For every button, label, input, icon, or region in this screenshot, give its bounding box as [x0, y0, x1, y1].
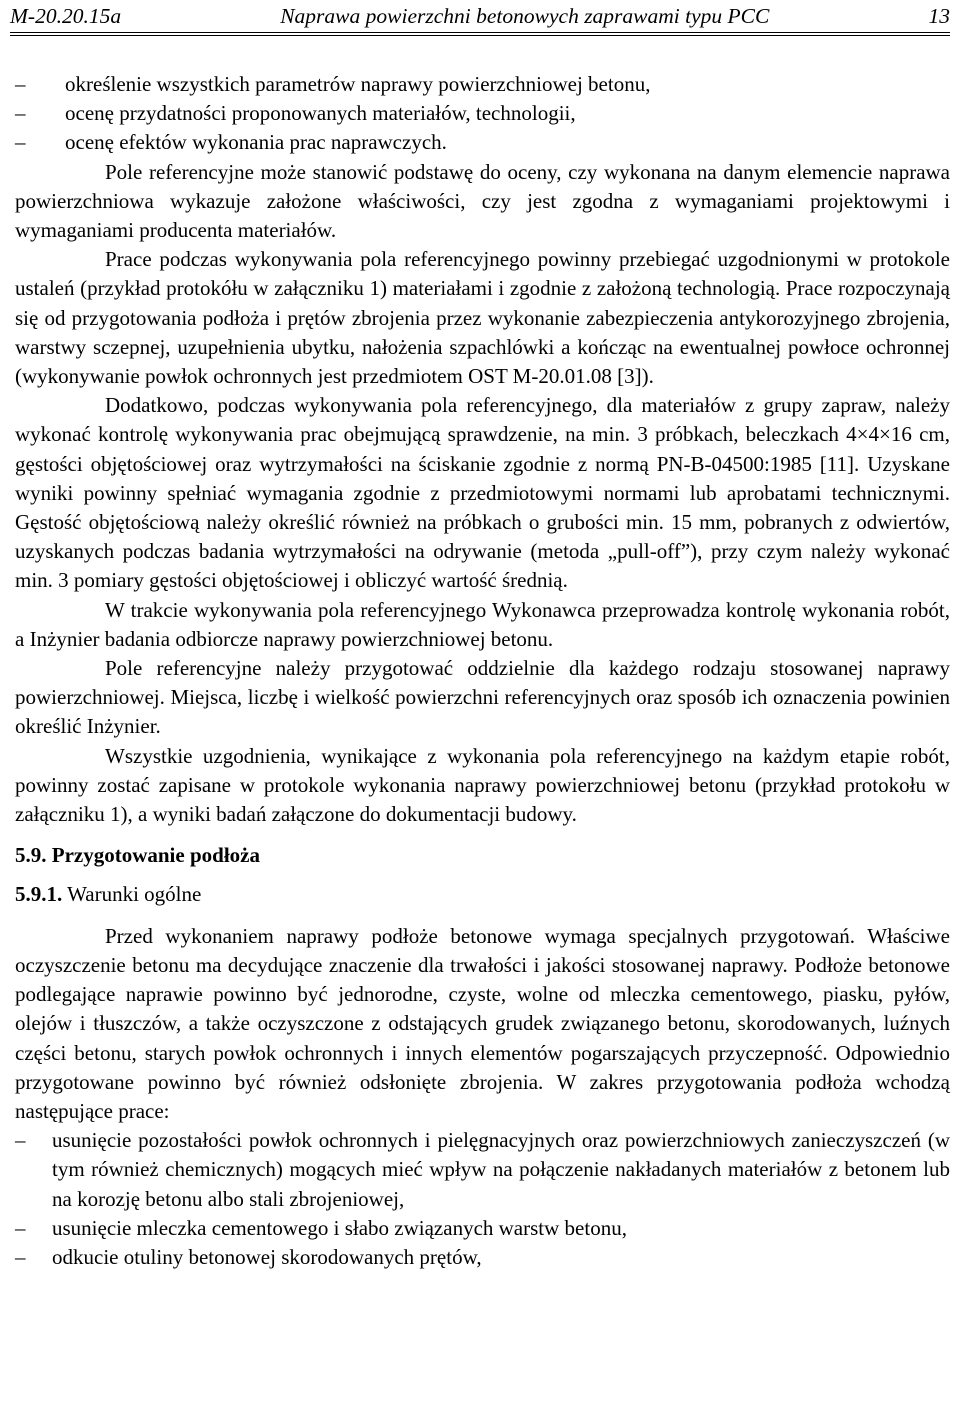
section-number: 5.9.	[15, 843, 47, 868]
list-item	[15, 1126, 950, 1214]
dash-bullet: –	[15, 1215, 26, 1240]
paragraph: Pole referencyjne należy przygotować oddzielnie dla każdego rodzaju stosowanej naprawy powierzchniowej. Miejsca, liczbę i wielkość powierzchni referencyjnych oraz sposób ich oznaczenia powinien określić Inżynier.	[15, 656, 950, 739]
list-item-text: ocenę przydatności proponowanych materiałów, technologii,	[65, 101, 576, 126]
paragraph: Przed wykonaniem naprawy podłoże betonowe wymaga specjalnych przygotowań. Właściwe oczyszczenie betonu ma decydujące znaczenie dla trwałości i jakości stosowanej naprawy. Podłoże betonowe podlegające naprawie powinno być jednorodne, czyste, wolne od mleczka cementowego, piasku, pyłów, olejów i tłuszczów, a także oczyszczone z odstających grudek związanego betonu, skorodowanych, luźnych części betonu, starych powłok ochronnych i innych elementów pogarszających przyczepność. Odpowiednio przygotowane powinno być również odsłonięte zbrojenia. W zakres przygotowania podłoża wchodzą następujące prace:	[15, 923, 950, 1123]
list-item	[15, 1243, 950, 1272]
header-divider	[10, 35, 950, 36]
list-item	[15, 128, 950, 157]
list-item	[15, 1214, 950, 1243]
list-item-text: ocenę efektów wykonania prac naprawczych.	[65, 130, 447, 155]
document-code: M-20.20.15a	[10, 3, 122, 28]
paragraph: Dodatkowo, podczas wykonywania pola referencyjnego, dla materiałów z grupy zapraw, należy wykonać kontrolę wykonywania prac obejmującą sprawdzenie, na min. 3 próbkach, beleczkach 4×4×16 cm, gęstości objętościowej oraz wytrzymałości na ściskanie zgodnie z normą PN-B-04500:1985 [11]. Uzyskane wyniki powinny spełniać wymagania zgodnie z przedmiotowymi normami lub aprobatami technicznymi. Gęstość objętościową należy określić również na próbkach o grubości min. 15 mm, pobranych z odwiertów, uzyskanych podczas badania wytrzymałości na odrywanie (metoda „pull-off”), przy czym należy wykonać min. 3 pomiary gęstości objętościowej i obliczyć wartość średnią.	[15, 393, 950, 593]
list-item-text: usunięcie mleczka cementowego i słabo związanych warstw betonu,	[52, 1215, 627, 1240]
document-title: Naprawa powierzchni betonowych zaprawami typu PCC	[280, 3, 770, 28]
page-number: 13	[928, 3, 950, 28]
list-item	[15, 99, 950, 128]
page-header	[10, 0, 950, 33]
paragraph: Prace podczas wykonywania pola referencyjnego powinny przebiegać uzgodnionymi w protokole ustaleń (przykład protokółu w załączniku 1) materiałami i zgodnie z założoną technologią. Prace rozpoczynają się od przygotowania podłoża i prętów zbrojenia przez wykonanie zabezpieczenia antykorozyjnego zbrojenia, warstwy sczepnej, uzupełnienia ubytku, nałożenia szpachlówki a kończąc na ewentualnej powłoce ochronnej (wykonywanie powłok ochronnych jest przedmiotem OST M-20.01.08 [3]).	[15, 247, 950, 389]
document-body	[15, 70, 950, 1272]
subsection-heading	[15, 880, 950, 909]
subsection-number: 5.9.1.	[15, 882, 63, 907]
section-heading	[15, 841, 950, 870]
list-item-text: określenie wszystkich parametrów naprawy powierzchniowej betonu,	[65, 72, 651, 96]
dash-bullet: –	[15, 1244, 26, 1269]
dash-bullet: –	[15, 1128, 26, 1153]
list-item	[15, 70, 950, 99]
paragraph: W trakcie wykonywania pola referencyjnego Wykonawca przeprowadza kontrolę wykonania robót, a Inżynier badania odbiorcze naprawy powierzchniowej betonu.	[15, 597, 950, 651]
list-item-text: odkucie otuliny betonowej skorodowanych prętów,	[52, 1244, 482, 1269]
paragraph: Wszystkie uzgodnienia, wynikające z wykonania pola referencyjnego na każdym etapie robót, powinny zostać zapisane w protokole wykonania naprawy powierzchniowej betonu (przykład protokołu w załączniku 1), a wyniki badań załączone do dokumentacji budowy.	[15, 743, 950, 827]
list-item-text: usunięcie pozostałości powłok ochronnych i pielęgnacyjnych oraz powierzchniowych zanieczyszczeń (w tym również chemicznych) mogących mieć wpływ na połączenie nakładanych materiałów z betonem lub na korozję betonu albo stali zbrojeniowej,	[52, 1128, 950, 1211]
paragraph: Pole referencyjne może stanowić podstawę do oceny, czy wykonana na danym elemencie naprawa powierzchniowa wykazuje założone właściwości, czy jest zgodna z wymaganiami projektowymi i wymaganiami producenta materiałów.	[15, 159, 950, 243]
dash-bullet: –	[15, 101, 26, 126]
section-title: Przygotowanie podłoża	[51, 843, 260, 868]
subsection-title: Warunki ogólne	[67, 882, 202, 907]
dash-bullet: –	[15, 72, 26, 96]
dash-bullet: –	[15, 130, 26, 155]
